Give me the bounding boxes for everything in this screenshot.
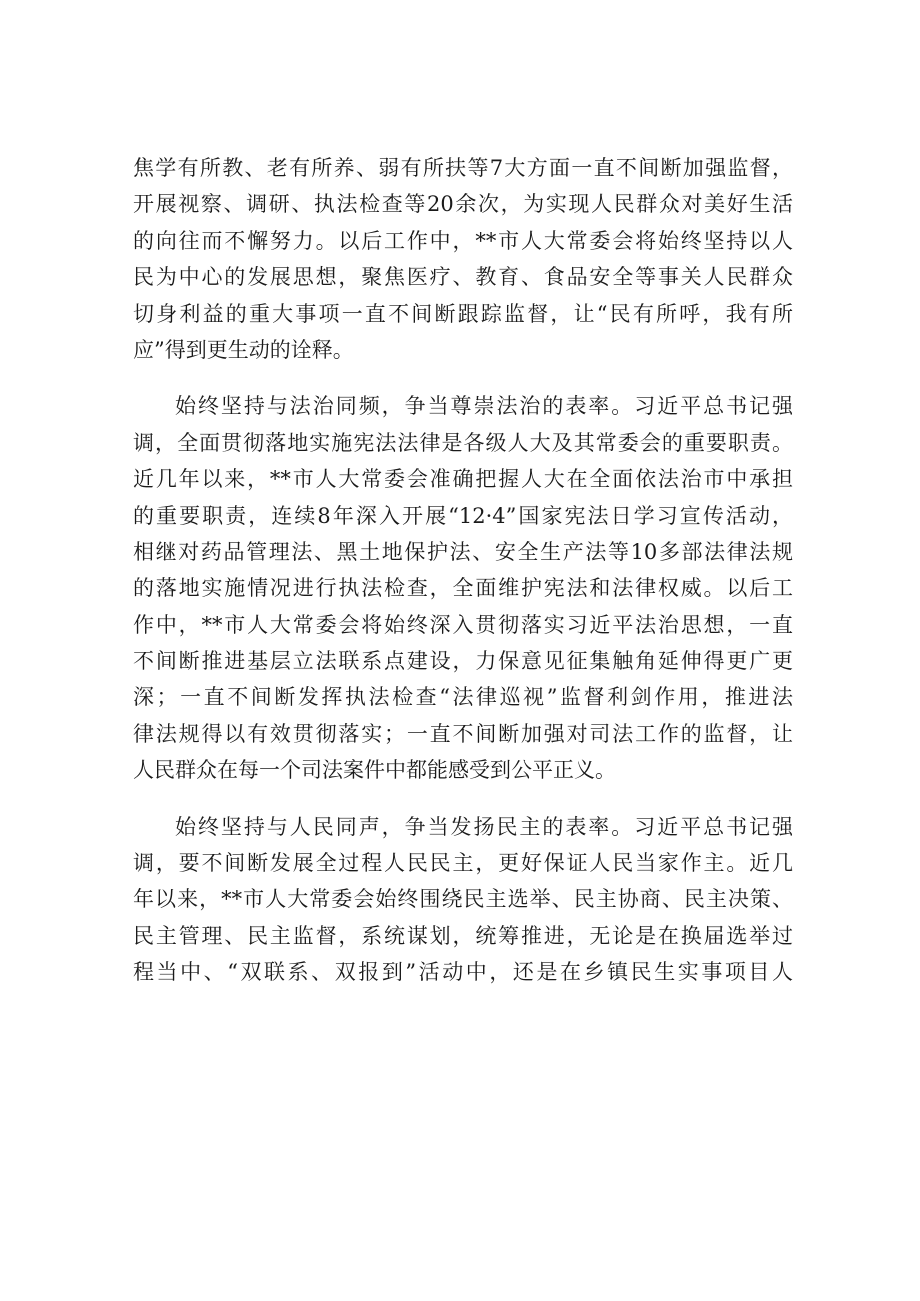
text-line: 近几年以来，**市人大常委会准确把握人大在全面依法治市中承担: [133, 467, 793, 492]
text-line: 民为中心的发展思想，聚焦医疗、教育、食品安全等事关人民群众: [133, 265, 793, 290]
text-line: 调，要不间断发展全过程人民民主，更好保证人民当家作主。近几: [133, 851, 793, 876]
text-line: 焦学有所教、老有所养、弱有所扶等7大方面一直不间断加强监督，: [133, 156, 793, 180]
text-line: 应”得到更生动的诠释。: [133, 337, 354, 362]
paragraph-spacer: [133, 368, 793, 388]
text-line: 始终坚持与法治同频，争当尊崇法治的表率。习近平总书记强: [175, 394, 793, 419]
text-line: 的向往而不懈努力。以后工作中，**市人大常委会将始终坚持以人: [133, 228, 793, 253]
text-line: 人民群众在每一个司法案件中都能感受到公平正义。: [133, 758, 616, 783]
text-line: 相继对药品管理法、黑土地保护法、安全生产法等10多部法律法规: [133, 539, 793, 564]
paragraph-3: [133, 809, 793, 991]
text-line: 开展视察、调研、执法检查等20余次，为实现人民群众对美好生活: [133, 192, 793, 217]
text-line: 的落地实施情况进行执法检查，全面维护宪法和法律权威。以后工: [133, 576, 793, 601]
text-line: 深；一直不间断发挥执法检查“法律巡视”监督利剑作用，推进法: [133, 685, 793, 710]
text-line: 律法规得以有效贯彻落实；一直不间断加强对司法工作的监督，让: [133, 721, 793, 746]
text-line: 民主管理、民主监督，系统谋划，统筹推进，无论是在换届选举过: [133, 923, 793, 948]
text-line: 始终坚持与人民同声，争当发扬民主的表率。习近平总书记强: [175, 814, 793, 839]
document-body: [133, 150, 793, 991]
text-line: 不间断推进基层立法联系点建设，力保意见征集触角延伸得更广更: [133, 649, 793, 674]
paragraph-spacer: [133, 789, 793, 809]
text-line: 切身利益的重大事项一直不间断跟踪监督，让“民有所呼，我有所: [133, 301, 793, 326]
text-line: 作中，**市人大常委会将始终深入贯彻落实习近平法治思想，一直: [133, 612, 793, 637]
text-line: 的重要职责，连续8年深入开展“12·4”国家宪法日学习宣传活动，: [133, 503, 793, 528]
text-line: 程当中、“双联系、双报到”活动中，还是在乡镇民生实事项目人: [133, 960, 793, 985]
paragraph-1: [133, 150, 793, 368]
text-line: 调，全面贯彻落地实施宪法法律是各级人大及其常委会的重要职责。: [133, 430, 793, 455]
text-line: 年以来，**市人大常委会始终围绕民主选举、民主协商、民主决策、: [133, 887, 793, 912]
paragraph-2: [133, 388, 793, 788]
